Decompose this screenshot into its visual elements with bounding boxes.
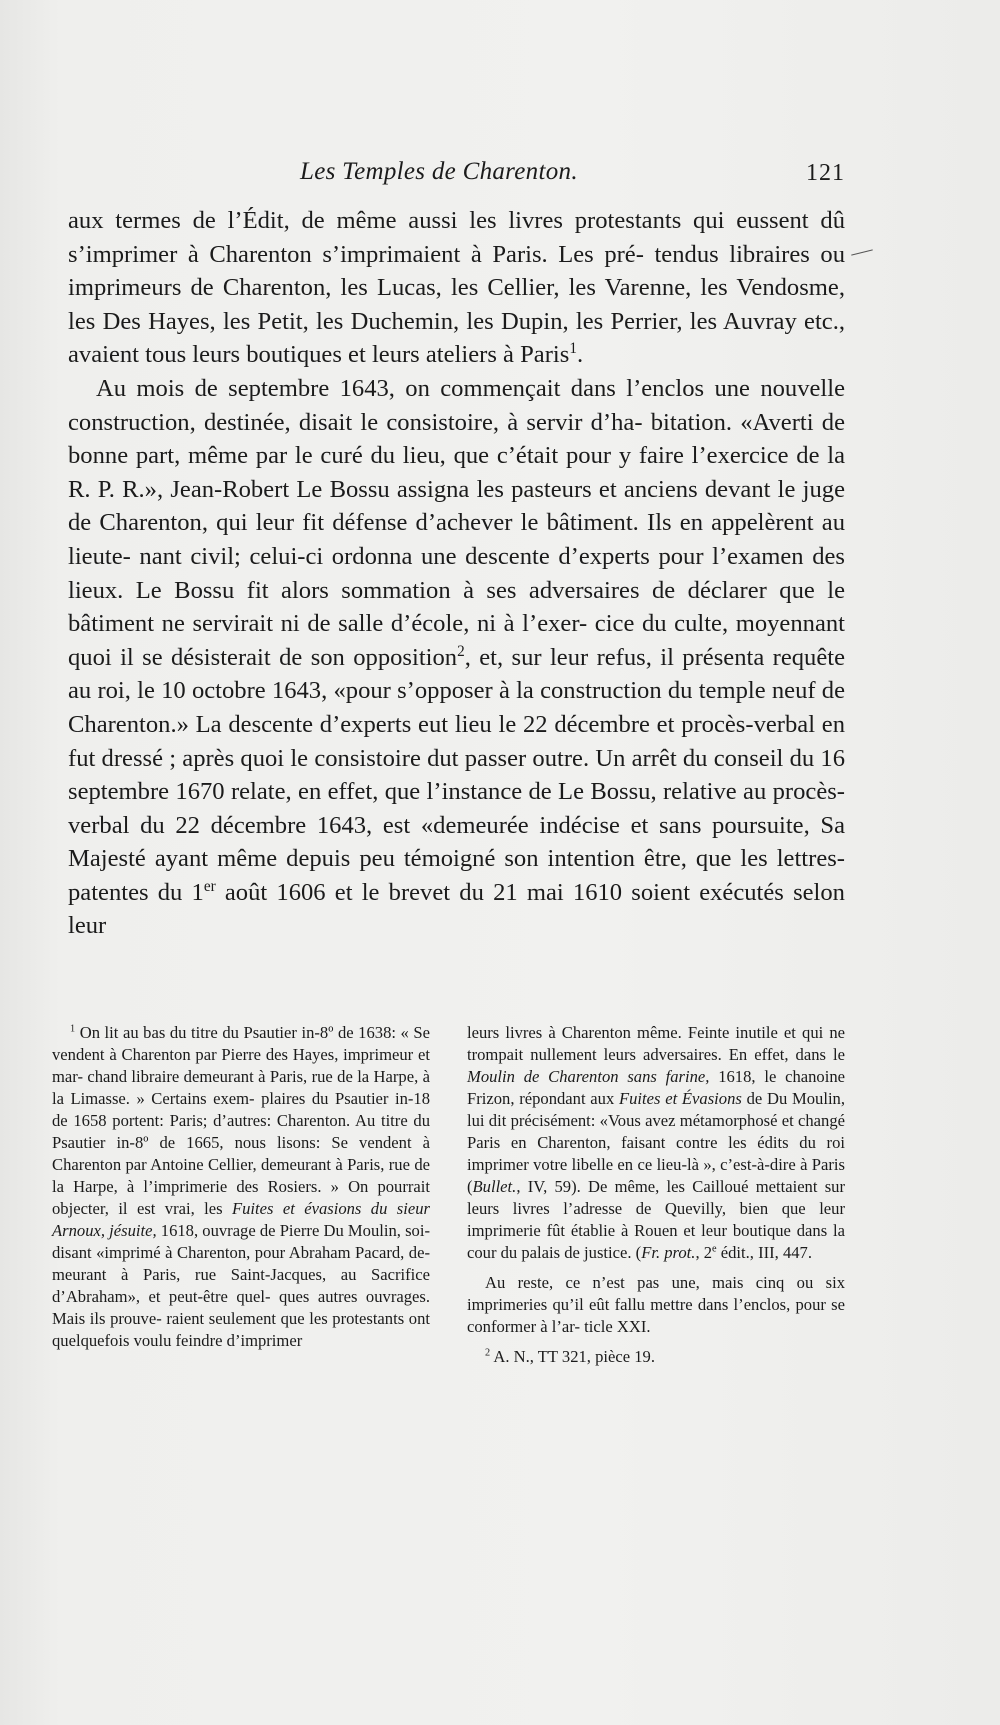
paragraph-2-end: août 1606 et le brevet du 21 mai 1610 soient exécutés selon leur bbox=[68, 878, 845, 940]
page-number: 121 bbox=[806, 160, 845, 186]
footnote-cont-superscript: e bbox=[712, 1243, 717, 1255]
footnote-cont-text-4: , IV, 59). De même, les Cailloué mettaient sur leurs livres l’adresse de Quevilly, bien que leur imprimerie fût établie à Rouen et leur boutique dans la cour du palais de justice. ( bbox=[467, 1177, 845, 1262]
running-title: Les Temples de Charenton. bbox=[300, 158, 578, 185]
footnote-cont-italic-2: Fuites et Évasions bbox=[619, 1089, 742, 1108]
paragraph-1-end: . bbox=[576, 341, 584, 369]
footnote-1-continued bbox=[467, 1022, 845, 1264]
footnote-cont-text-1: leurs livres à Charenton même. Feinte inutile et qui ne trompait nullement leurs adversaires. En effet, dans le bbox=[467, 1023, 845, 1064]
footnote-1-italic: Fuites et évasions du sieur Arnoux, jésuite, bbox=[52, 1199, 430, 1240]
footnote-column-left bbox=[52, 1022, 430, 1368]
footnote-cont-text-2: 1618, le chanoine Frizon, répondant aux bbox=[467, 1067, 845, 1108]
paragraph-2 bbox=[68, 372, 845, 943]
footnote-ref-1: 1 bbox=[569, 340, 577, 358]
footnote-2 bbox=[467, 1346, 845, 1368]
footnote-cont-italic-3: Bullet. bbox=[472, 1177, 517, 1196]
footnote-1-text: On lit au bas du titre du Psautier in-8º de 1638: « Se vendent à Charenton par Pierre des Hayes, imprimeur et mar- chand libraire demeurant à Paris, rue de la Harpe, à la Limasse. » Certains exem- plaires du Psautier in-18 de 1658 portent: Paris; d’autres: Charenton. Au titre du Psautier in-8º de 1665, nous lisons: Se vendent à Charenton par Antoine Cellier, demeurant à Paris, rue de la Harpe, à l’imprimerie des Rosiers. » On pourrait objecter, il est vrai, les bbox=[52, 1023, 430, 1218]
footnote-cont-text-5: , 2 bbox=[695, 1243, 713, 1262]
paragraph-1 bbox=[68, 204, 845, 372]
running-head bbox=[68, 158, 845, 194]
footnote-1-marker: 1 bbox=[70, 1023, 76, 1035]
footnote-1-final-paragraph: Au reste, ce n’est pas une, mais cinq ou six imprimeries qu’il eût fallu mettre dans l’enclos, pour se conformer à l’ar- ticle XXI. bbox=[467, 1273, 845, 1336]
footnote-cont-italic-1: Moulin de Charenton sans farine, bbox=[467, 1067, 710, 1086]
footnote-ref-2: 2 bbox=[457, 642, 465, 660]
footnotes bbox=[52, 1022, 845, 1368]
ordinal-superscript: er bbox=[203, 877, 216, 895]
footnote-cont-text-3: de Du Moulin, lui dit précisément: «Vous avez métamorphosé et changé Paris en Charenton, faisant contre les édits du roi imprimer votre libelle en ce lieu-là », c’est-à-dire à Paris ( bbox=[467, 1089, 846, 1196]
margin-pencil-mark bbox=[851, 249, 873, 255]
paragraph-1-text: aux termes de l’Édit, de même aussi les livres protestants qui eussent dû s’imprimer à Charenton s’imprimaient à Paris. Les pré- tendus libraires ou imprimeurs de Charenton, les Lucas, les Cellier, les Varenne, les Vendosme, les Des Hayes, les Petit, les Duchemin, les Dupin, les Perrier, les Auvray etc., avaient tous leurs boutiques et leurs ateliers à Paris bbox=[68, 207, 845, 369]
body-text bbox=[68, 204, 845, 943]
paragraph-2-cont: , et, sur leur refus, il présenta requête au roi, le 10 octobre 1643, «pour s’opposer à la construction du temple neuf de Charenton.» La descente d’experts eut lieu le 22 décembre et procès-verbal en fut dressé ; après quoi le consistoire dut passer outre. Un arrêt du conseil du 16 septembre 1670 relate, en effet, que l’instance de Le Bossu, relative au procès-verbal du 22 décembre 1643, est «demeurée indécise et sans poursuite, Sa Majesté ayant même depuis peu témoigné son intention être, que les lettres-patentes du 1 bbox=[68, 643, 845, 906]
footnote-1-text-2: 1618, ouvrage de Pierre Du Moulin, soi-disant «imprimé à Charenton, pour Abraham Pacard, de- meurant à Paris, rue Saint-Jacques, au Sacrifice d’Abraham», et peut-être quel- ques autres ouvrages. Mais ils prouve- raient seulement que les protestants ont quelquefois voulu feindre d’imprimer bbox=[52, 1221, 430, 1350]
footnote-column-right bbox=[467, 1022, 845, 1368]
footnote-2-text: A. N., TT 321, pièce 19. bbox=[490, 1347, 655, 1366]
footnote-cont-italic-4: Fr. prot. bbox=[641, 1243, 696, 1262]
footnote-2-marker: 2 bbox=[485, 1347, 491, 1359]
footnote-1 bbox=[52, 1022, 430, 1352]
paragraph-2-text: Au mois de septembre 1643, on commençait dans l’enclos une nouvelle construction, destinée, disait le consistoire, à servir d’ha- bitation. «Averti de bonne part, même par le curé du lieu, que c’était pour y faire l’exercice de la R. P. R.», Jean-Robert Le Bossu assigna les pasteurs et anciens devant le juge de Charenton, qui leur fit défense d’achever le bâtiment. Ils en appelèrent au lieute- nant civil; celui-ci ordonna une descente d’experts pour l’examen des lieux. Le Bossu fit alors sommation à ses adversaires de déclarer que le bâtiment ne servirait ni de salle d’école, ni à l’exer- cice du culte, moyennant quoi il se désisterait de son opposition bbox=[68, 374, 845, 671]
footnote-cont-text-6: édit., III, 447. bbox=[716, 1243, 812, 1262]
